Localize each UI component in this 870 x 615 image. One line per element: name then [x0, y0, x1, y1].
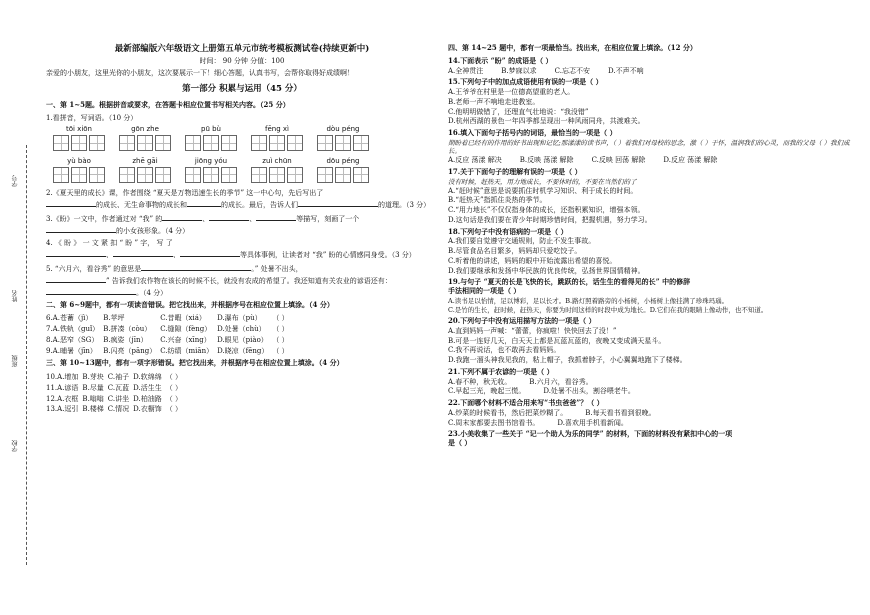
answer-paren[interactable]: （ ） [272, 325, 289, 333]
option[interactable]: A.“赶时候”意思是说要抓住时机学习知识、利于成长的时间。 [448, 186, 638, 195]
binding-line [26, 145, 27, 565]
choice-cell[interactable]: C.兴奋（xīng） [160, 335, 211, 344]
choice-row [46, 404, 186, 415]
choice-cell[interactable]: B.芽块 [82, 373, 104, 381]
question-2-text-d: 的道理。（3 分） [378, 200, 431, 209]
choice-cell[interactable]: 10.A.增加 [46, 373, 79, 381]
question-22: 22.下面哪个材料不适合用来写“书虫爸爸”？（ ） [448, 398, 604, 408]
question-4: 4. 《 盼 》 一 文 紧 扣 “ 盼 ” 字， 写 了 、 、 等具体事例，让读者对 “我” 盼的心情感同身受。（3 分） [46, 238, 416, 259]
page-title: 最新部编版六年级语文上册第五单元市统考模板测试卷(持续更新中) [114, 44, 370, 54]
question-18: 18.下列句子中没有语病的一项是（ ） [448, 226, 568, 236]
choice-cell[interactable]: C.昔暇（xiá） [160, 314, 206, 323]
choice-row [46, 394, 186, 405]
question-19 [448, 278, 853, 296]
exam-time-score: 时间： 90 分钟 分值：100 [199, 56, 285, 65]
choice-row [46, 372, 186, 383]
choice-cell[interactable]: D.处暑（chù） [217, 325, 266, 333]
question-22-options-a [448, 409, 853, 418]
writing-box[interactable] [335, 135, 351, 151]
choice-cell[interactable]: C.缝隙（fèng） [160, 325, 212, 333]
question-16-passage: 期盼着已经有的作用的好书出现和记忆;那漾漾的读书声，（ ）着我们对母校的思念，激（ ）于怀，温润我们的心灵，而我的父母（ ）我们成长。 [448, 138, 850, 155]
writing-box[interactable] [269, 135, 285, 151]
writing-box[interactable] [317, 167, 333, 183]
option[interactable]: A.直到妈妈一声喊：“蕾蕾，你疯啦！快快回去了没！” [448, 326, 617, 335]
option[interactable]: C.早起三光，晚起三慌。 [448, 387, 526, 396]
option[interactable]: C.忘忑不安 [554, 66, 590, 75]
writing-box[interactable] [89, 135, 105, 151]
sidebar-label-school: 学校 [12, 440, 19, 452]
choice-row [46, 346, 293, 357]
sidebar-label-class: 班级 [12, 355, 19, 367]
option[interactable]: C.听着他的讲述，妈妈的眼中开始流露出希望的喜悦。 [448, 256, 617, 265]
question-14-options [448, 67, 853, 76]
binding-sidebar [0, 0, 38, 615]
choice-cell[interactable]: C.袖子 [107, 373, 130, 381]
answer-blank[interactable] [141, 262, 251, 271]
answer-blank[interactable] [187, 198, 221, 207]
option[interactable]: B.六月六，看谷秀。 [529, 377, 593, 386]
writing-box[interactable] [119, 167, 135, 183]
option[interactable]: C.他明明做错了，还理直气壮地说：“我没错” [448, 107, 589, 116]
section-two-heading: 二、第 6~9题中，都有一项读音错误。把它找出来，并根据序号在相应位置上填涂。（4 分） [46, 299, 334, 309]
writing-grid-row-2 [46, 167, 438, 183]
option[interactable]: B.尽管食品名目繁多，妈妈却只爱吃饺子。 [448, 247, 582, 256]
pinyin-row-1 [46, 125, 438, 134]
question-5-text-a: 5. “六月六，看谷秀” 的意思是 [46, 265, 142, 274]
pinyin-item: dōu péng [326, 157, 360, 165]
option[interactable]: D.反应 荡漾 解除 [663, 156, 718, 164]
choice-cell[interactable]: D.柏油路 [133, 394, 162, 403]
question-19-text-a: 19.与句子 “夏天的长是飞快的长，跳跃的长，话生生的看得见的长” 中的修辞 [448, 277, 691, 287]
choice-cell[interactable]: B.嗡嗡 [82, 394, 104, 403]
choice-cell[interactable]: 6.A.苍蓄（jì） [46, 314, 93, 323]
answer-paren[interactable]: （ ） [272, 335, 289, 344]
question-19-text-b: 手法相同的一项是（ ） [448, 286, 521, 296]
question-15: 15.下列句子中的加点成语使用有误的一项是（ ） [448, 77, 603, 87]
question-22-options-b [448, 419, 853, 428]
option[interactable]: A.我们要自觉遵守交通规则，防止不发生事故。 [448, 237, 596, 246]
question-23-text-b: 是（ ） [448, 438, 472, 448]
option[interactable]: A.读书足以怡情，足以博彩，足以长才。B.路灯照着路旁的小杨树，小杨树上像挂满了珍珠玛瑙。 [448, 296, 729, 305]
choice-row [46, 383, 186, 394]
option[interactable]: B.可是一连好几天，白天天上都是瓦蓝瓦蓝的，夜晚又变成满天星斗。 [448, 336, 666, 345]
writing-box[interactable] [221, 135, 237, 151]
question-4-text-b: 等具体事例，让读者对 “我” 盼的心情感同身受。（3 分） [240, 250, 416, 259]
writing-box[interactable] [137, 135, 153, 151]
choice-cell[interactable]: 8.A.恶窄（SG） [46, 335, 99, 344]
option[interactable]: B.老师一声不响地走进教室。 [448, 97, 540, 106]
writing-box[interactable] [89, 167, 105, 183]
pinyin-item: pū bù [201, 125, 221, 134]
choice-cell[interactable]: D.衣橱饰 [133, 405, 162, 414]
question-16: 16.填入下面句子括号内的词语，最恰当的一项是（ ） [448, 128, 617, 137]
option[interactable]: D.喜欢用手机看新闻。 [557, 418, 628, 427]
answer-blank[interactable] [46, 224, 116, 233]
writing-box[interactable] [203, 135, 219, 151]
writing-box[interactable] [203, 167, 219, 183]
writing-box[interactable] [185, 167, 201, 183]
choice-cell[interactable]: B.尽量 [82, 383, 104, 392]
pinyin-item: yù bào [67, 157, 91, 165]
answer-blank[interactable] [162, 212, 202, 221]
section-one-heading: 一、第 1~5题。根据拼音或要求，在答题卡相应位置书写相关内容。（25 分） [46, 99, 290, 109]
question-2-text-b: 的成长、无生命事物的成长和 [96, 200, 187, 209]
question-2-text-c: 的成长。最后，告诉人们 [221, 200, 298, 209]
choice-cell[interactable]: C.瓦蓝 [107, 383, 130, 392]
writing-box[interactable] [251, 135, 267, 151]
question-5-text-c: ” 告诉我们农作物在该长的时候不长，就没有农成的希望了。我还知道有关农业的谚语还有： [106, 277, 392, 285]
question-2-text-a: 2.《夏天里的成长》课，作者围绕 “夏天是万物迅速生长的季节” 这一中心句，先后写出了 [46, 188, 324, 197]
choice-cell[interactable]: 12.A.衣框 [46, 394, 79, 403]
answer-paren[interactable]: （ ） [165, 405, 182, 414]
option[interactable]: D.杭州西湖的景色一年四季都呈现出一种风雨同舟，共渡难关。 [448, 117, 645, 126]
question-23 [448, 430, 853, 448]
question-3-text-c: 的小女孩形象。（4 分） [116, 227, 190, 235]
pinyin-item: zhē gāi [132, 157, 158, 165]
answer-blank[interactable] [209, 212, 249, 221]
option[interactable]: D.处暑不出头，割谷喂老牛。 [543, 387, 635, 396]
choice-row [46, 335, 293, 346]
option[interactable]: C.反映 回荡 解除 [591, 156, 646, 164]
exam-notice: 亲爱的小朋友，这里光你的小朋友，这次要展示一下！细心答题，认真书写，会帮你取得好成绩啊！ [46, 69, 354, 78]
question-17-passage: 没有时候，赶热天，用力地成长，不要休时的，不要在当然们的了 [448, 177, 637, 186]
answer-blank[interactable] [46, 198, 96, 207]
question-5-text-d: 。（4 分） [136, 288, 168, 297]
writing-box[interactable] [221, 167, 237, 183]
answer-paren[interactable]: （ ） [165, 394, 182, 403]
choice-cell[interactable]: B.拼凑（còu） [103, 325, 152, 333]
answer-paren[interactable]: （ ） [165, 383, 182, 392]
writing-box[interactable] [251, 167, 267, 183]
question-5 [46, 262, 438, 297]
option[interactable]: A.全神贯注 [448, 66, 484, 75]
option[interactable]: B.反映 荡漾 解除 [519, 156, 574, 164]
choice-cell[interactable]: C.情况 [107, 405, 130, 414]
writing-grid-row-1 [46, 135, 438, 151]
section-three-heading: 三、第 10~13题中，都有一项字形错误。把它找出来，并根据序号在相应位置上填涂。（4 分） [46, 358, 344, 368]
writing-box[interactable] [71, 135, 87, 151]
writing-box[interactable] [353, 167, 369, 183]
choice-row [46, 324, 293, 335]
option[interactable]: B.“赶热天”指抓住炎热的季节。 [448, 196, 547, 205]
choice-cell[interactable]: D.瀑布（pù） [217, 314, 262, 323]
writing-box[interactable] [287, 135, 303, 151]
writing-box[interactable] [269, 167, 285, 183]
question-23-text-a: 23.小美收集了一些关于 “记一个助人为乐的同学” 的材料，下面的材料没有紧扣中心的一项 [448, 429, 733, 439]
question-3-text-a: 3.《盼》一文中，作者通过对 “我” 的 [46, 215, 163, 224]
question-21: 21.下列不属于农谚的一项是（ ） [448, 366, 554, 376]
answer-paren[interactable]: （ ） [272, 314, 289, 323]
pinyin-item: zuì chūn [262, 157, 292, 165]
option[interactable]: A.王爷爷在村里是一位德高望重的老人。 [448, 88, 575, 96]
answer-blank[interactable] [46, 286, 136, 295]
writing-box[interactable] [155, 167, 171, 183]
option[interactable]: D.我们要继承和发扬中华民族的优良传统，弘扬世界国情精神。 [448, 266, 645, 275]
answer-blank[interactable] [298, 198, 378, 207]
question-1: 1.看拼音，写词语。（10 分） [46, 113, 138, 122]
answer-paren[interactable]: （ ） [165, 373, 182, 381]
writing-box[interactable] [71, 167, 87, 183]
writing-box[interactable] [185, 135, 201, 151]
choices-10-13 [46, 372, 186, 415]
option[interactable]: C.是竹的生长，赶时候，赶热天，你要为时间这样的时段中成为地长。D.它们在我的眼睛上像动作，也不知道。 [448, 306, 768, 314]
choice-cell[interactable]: D.眼见（piào） [217, 335, 268, 344]
answer-blank[interactable] [46, 248, 106, 257]
question-20: 20.下列句子中没有运用描写方法的一项是（ ） [448, 316, 596, 326]
question-21-options-b [448, 387, 853, 396]
writing-box[interactable] [137, 167, 153, 183]
choice-cell[interactable]: B.疯姿（jīn） [103, 335, 148, 344]
writing-box[interactable] [317, 135, 333, 151]
choice-cell[interactable]: C.纺绩（miān） [160, 346, 214, 355]
question-16-options [448, 156, 853, 165]
writing-box[interactable] [53, 167, 69, 183]
writing-box[interactable] [53, 135, 69, 151]
choice-cell[interactable]: D.软绵绵 [133, 373, 162, 381]
right-column [448, 40, 853, 610]
answer-blank[interactable] [256, 212, 296, 221]
writing-box[interactable] [155, 135, 171, 151]
choice-row [46, 313, 293, 324]
option[interactable]: D.不声不响 [608, 66, 644, 75]
question-21-options-a [448, 378, 853, 387]
option[interactable]: A.反应 荡漾 解决 [448, 156, 502, 164]
option[interactable]: D.我跑一溜头神我见我的，粘上帽子，我抓着脖子，小心翼翼地跑下了楼梯。 [448, 356, 687, 365]
answer-paren[interactable]: （ ） [272, 346, 289, 355]
option[interactable]: C.周末家都要去图书馆看书。 [448, 418, 540, 427]
answer-blank[interactable] [180, 248, 240, 257]
pinyin-item: jiōng yóu [194, 157, 228, 165]
choice-cell[interactable]: B.苹坪 [103, 314, 125, 323]
writing-box[interactable] [353, 135, 369, 151]
sidebar-label-name: 姓名 [12, 290, 19, 302]
choice-cell[interactable]: B.闪亮（pāng） [103, 346, 157, 355]
option[interactable]: C.“用力地长”不仅仅指身体的成长，还指积累知识，增强本领。 [448, 206, 645, 215]
left-column [46, 40, 438, 610]
option[interactable]: D.这句话是我们要在青少年时期珍惜时间，把握机遇，努力学习。 [448, 215, 652, 224]
question-3-text-b: 等描写，刻画了一个 [296, 215, 360, 224]
option[interactable]: A.炒菜的时候看书，然后把菜炒糊了。 [448, 408, 568, 417]
option[interactable]: A.春不种，秋无收。 [448, 377, 512, 386]
choice-cell[interactable]: B.楼梯 [82, 405, 104, 414]
question-3: 3.《盼》一文中，作者通过对 “我” 的 、 、 等描写，刻画了一个 的小女孩形象。（4 分） [46, 212, 438, 236]
answer-blank[interactable] [113, 248, 173, 257]
choices-6-9 [46, 313, 293, 356]
section-four-heading: 四、第 14~25 题中，都有一项最恰当。找出来，在相应位置上填涂。（12 分） [448, 43, 697, 52]
pinyin-row-2 [46, 157, 438, 166]
sidebar-label-id: 学号 [12, 175, 19, 187]
option[interactable]: B.每天看书看到很晚。 [585, 408, 656, 417]
writing-box[interactable] [119, 135, 135, 151]
question-2 [46, 189, 438, 210]
writing-box[interactable] [287, 167, 303, 183]
pinyin-item: gōn zhe [131, 125, 159, 134]
choice-cell[interactable]: 11.A.谚语 [46, 383, 79, 392]
option[interactable]: B.梦寐以求 [501, 66, 537, 75]
pinyin-item: fēng xì [265, 125, 289, 134]
question-4-text-a: 4. 《 盼 》 一 文 紧 扣 “ 盼 ” 字， 写 了 [46, 238, 173, 247]
choice-cell[interactable]: C.讲坐 [107, 394, 130, 403]
pinyin-item: dòu péng [326, 125, 360, 134]
writing-box[interactable] [335, 167, 351, 183]
question-14: 14.下面表示 “盼” 的成语是（ ） [448, 55, 553, 65]
choice-cell[interactable]: D.晓凉（fēng） [217, 346, 269, 355]
choice-cell[interactable]: 9.A.晡暑（jīn） [46, 346, 97, 355]
question-17: 17.关于下面句子的理解有误的一项是（ ） [448, 166, 582, 176]
choice-cell[interactable]: D.活生生 [133, 383, 162, 392]
option[interactable]: C.我不再说话，也不敢再去看妈妈。 [448, 346, 561, 355]
answer-blank[interactable] [46, 274, 106, 283]
choice-cell[interactable]: 13.A.逗引 [46, 405, 79, 414]
choice-cell[interactable]: 7.A.铁轨（guǐ） [46, 325, 100, 333]
question-5-text-b: 。” 处暑不出头， [251, 265, 303, 274]
part-one-title: 第一部分 积累与运用（45 分） [182, 84, 302, 95]
pinyin-item: tōi xiōn [65, 125, 92, 134]
